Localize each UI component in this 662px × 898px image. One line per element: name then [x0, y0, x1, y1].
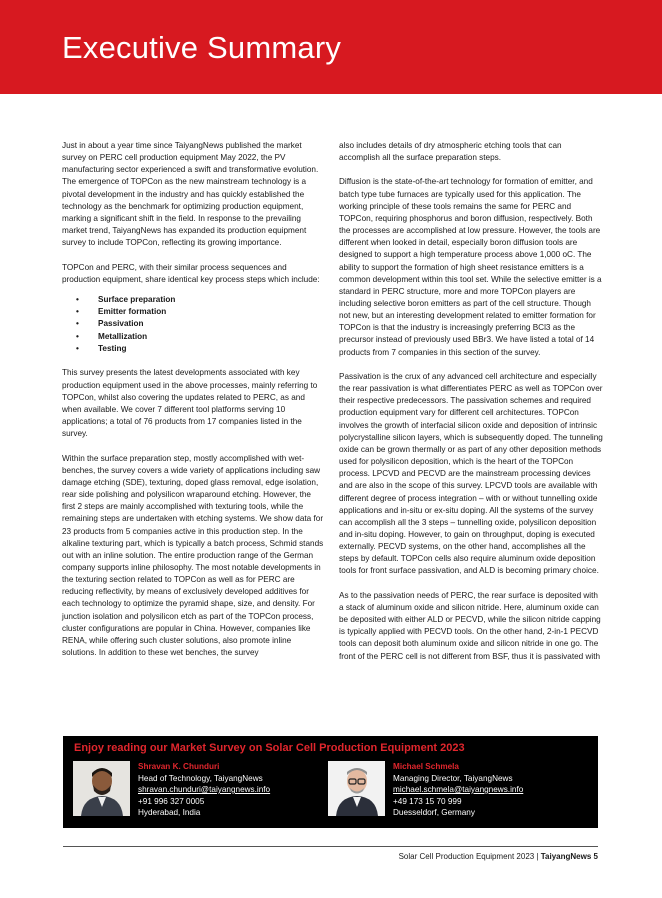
person-info	[393, 761, 583, 819]
list-item: • Passivation	[76, 318, 324, 330]
contact-heading-prefix: Enjoy reading	[74, 742, 147, 754]
paragraph: Diffusion is the state-of-the-art technology for formation of emitter, and batch type tube furnaces are typically used for this application. The working principle of these tools remains the same for PERC and TOPCon, requiring phosphorus and boron diffusion, respectively. Both the processes are accomplished at low pressure. However, the tools are different when looked in detail, especially boron diffusion tools are designed to support a high temperature process above 1,000 oC. The ability to support the formation of high sheet resistance emitters is a common development within this tool set. While the selective emitter is a standard in PERC structure, more and more TOPCon players are including selective boron emitters as part of the cell structure. Though not new, but an interesting development related to emitter formation for TOPCon is that the industry is increasingly preferring BCl3 as the precursor instead of previously used BBr3. We have listed a total of 14 products from 7 companies in this section of the survey.	[339, 177, 602, 357]
list-item: • Metallization	[76, 331, 324, 343]
person-location: Duesseldorf, Germany	[393, 808, 475, 817]
paragraph: The emergence of TOPCon as the new mainstream technology is a pivotal development in the industry and has quickly established the technology as the benchmark for optimizing production equipment, marking a significant shift in the field. In response to the prevailing market trend, TaiyangNews has expanded its production equipment survey to include TOPCon, reflecting its growing importance.	[62, 177, 307, 248]
person-location: Hyderabad, India	[138, 808, 201, 817]
header-band	[0, 0, 662, 94]
contact-heading-rest: our Market Survey on Solar Cell Production Equipment 2023	[149, 742, 465, 754]
list-item: • Surface preparation	[76, 294, 324, 306]
left-column	[62, 140, 324, 659]
list-item: • Testing	[76, 343, 324, 355]
right-column	[339, 140, 603, 663]
paragraph: Just in about a year time since TaiyangNews published the market survey on PERC cell production equipment May 2022, the PV manufacturing sector experienced a swift and transformative evolution.	[62, 141, 319, 175]
paragraph: Passivation is the crux of any advanced cell architecture and especially the rear passivation is what differentiates PERC as well as TOPCon over their respective predecessors. The passivation schemes and required production equipment vary for different cell architectures. TOPCon involves the growth of interfacial silicon oxide and deposition of intrinsic polycrystalline silicon layers, which is subsequently doped. The tunneling oxide can be grown thermally or as part of any other deposition methods used for polysilicon deposition, which is the heart of the TOPCon process. LPCVD and PECVD are the mainstream processing devices and are also in the scope of this survey. LPCVD tools are available with different degree of process integration – with or without tunnelling oxide applications and in-situ or ex-situ doping. All the systems of the survey can accomplish all the 3 steps – tunnelling oxide, polysilicon deposition and in-situ doping. However, to gain on throughput, doping is executed externally. PECVD systems, on the other hand, accomplishes all the steps by default. TOPCon cells also require aluminum oxide deposition tools for front surface passivation, and ALD is becoming primary choice.	[339, 371, 603, 576]
footer-publication: Solar Cell Production Equipment 2023 |	[398, 852, 539, 861]
person-role: Head of Technology, TaiyangNews	[138, 773, 263, 783]
contact-box	[63, 736, 598, 828]
paragraph: TOPCon and PERC, with their similar process sequences and production equipment, share identical key process steps which include:	[62, 262, 320, 284]
contact-heading	[74, 742, 465, 754]
person-name: Shravan K. Chunduri	[138, 762, 220, 771]
person-photo-icon	[328, 761, 385, 816]
paragraph: As to the passivation needs of PERC, the rear surface is deposited with a stack of aluminum oxide and silicon nitride. Here, aluminum oxide can be deposited with either ALD or PECVD, while the silicon nitride capping is typically applied with PECVD tools. On the other hand, 2-in-1 PECVD tools can deposit both aluminum oxide and silicon nitride in one go. The front of the PERC cell is not different from BSF, thus it is passivated with	[339, 590, 601, 661]
person-email-link[interactable]: michael.schmela@taiyangnews.info	[393, 785, 524, 794]
page-number: 5	[593, 852, 598, 861]
paragraph: This survey presents the latest developments associated with key production equipment used in the above processes, mainly referring to TOPCon, whilst also covering the updates related to PERC, as and when available. We cover 7 different tool platforms serving 10 applications; a total of 76 products from 17 companies listed in the survey.	[62, 368, 318, 439]
person-info	[138, 761, 328, 819]
process-steps-list	[76, 294, 324, 355]
person-email-link[interactable]: shravan.chunduri@taiyangnews.info	[138, 785, 271, 794]
person-name: Michael Schmela	[393, 762, 459, 771]
person-role: Managing Director, TaiyangNews	[393, 773, 513, 783]
person-phone: +49 173 15 70 999	[393, 796, 462, 806]
paragraph: Within the surface preparation step, mostly accomplished with wet-benches, the survey covers a wide variety of applications including saw damage etching (SDE), texturing, doped glass removal, edge isolation, rear side polishing and polysilicon wraparound etching. However, the first 2 steps are mainly accomplished with texturing tools, while the remaining steps are undertaken with etching systems. We show data for 23 products from 5 companies active in this production step. In the alkaline texturing part, which is typically a batch process, Schmid stands out with an inline solution. The entire production range of the German company supports inline philosophy. The most notable developments in the texturing section related to TOPCon as well as for PERC are reducing reflectivity, by means of exclusively developed additives for each technology to optimize the pyramid shape, size, and density. For junction isolation and polysilicon etch as part of the TOPCon process, cluster configurations are popular in China. However, companies like RENA, while offering such cluster solutions, also promote inline solutions. In addition to these wet benches, the survey	[62, 453, 324, 658]
person-photo-icon	[73, 761, 130, 816]
footer-brand: TaiyangNews	[540, 852, 592, 861]
page-title: Executive Summary	[62, 30, 342, 65]
list-item: • Emitter formation	[76, 306, 324, 318]
person-phone: +91 996 327 0005	[138, 796, 205, 806]
footer-divider	[63, 846, 598, 847]
paragraph: also includes details of dry atmospheric etching tools that can accomplish all the surface preparation steps.	[339, 141, 562, 163]
page-footer	[399, 852, 598, 861]
